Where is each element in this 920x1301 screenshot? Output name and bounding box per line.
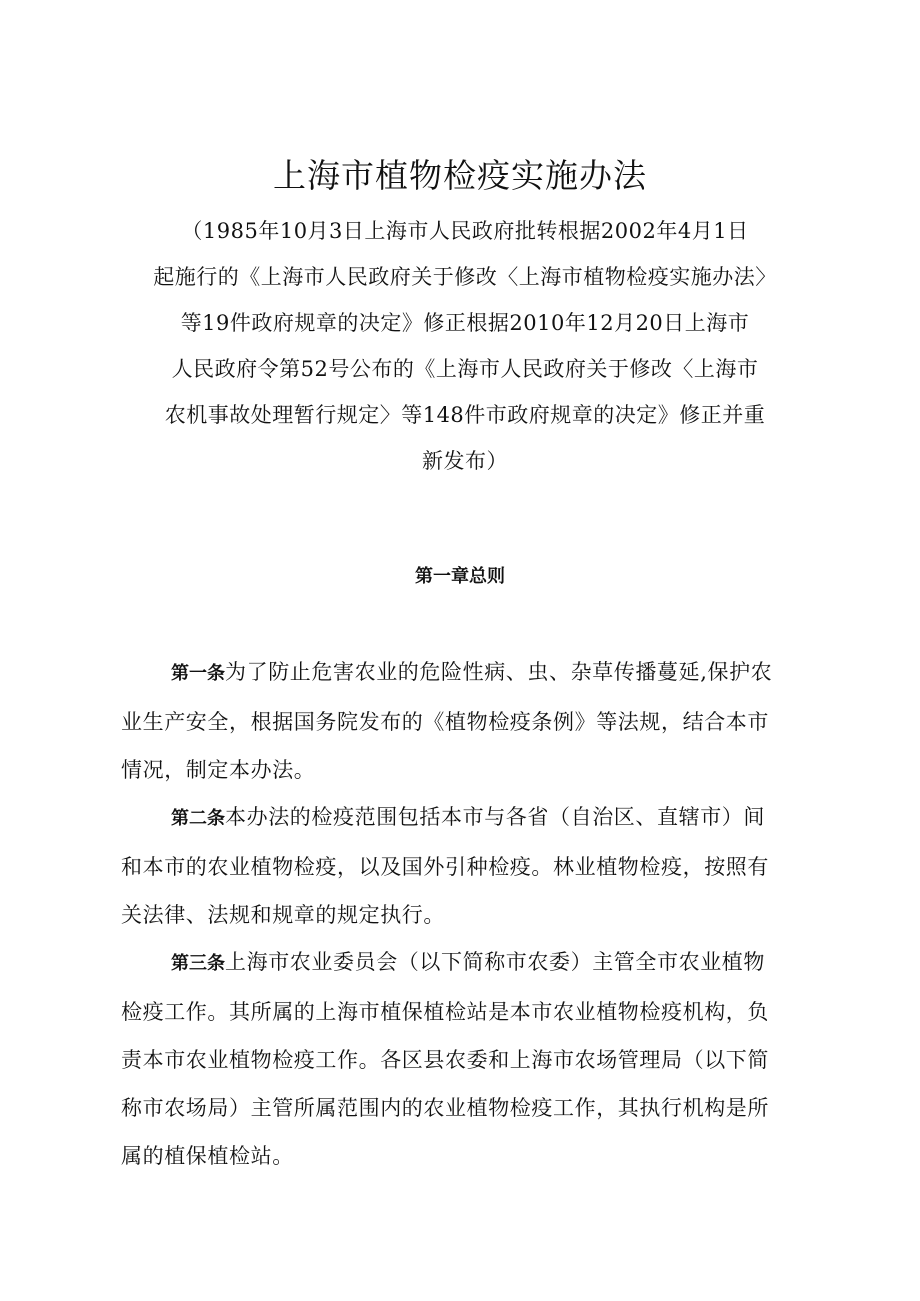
article-first-line xyxy=(121,938,811,988)
subtitle-line: 农机事故处理暂行规定〉等148件市政府规章的决定》修正并重 xyxy=(164,403,766,427)
article-line: 责本市农业植物检疫工作。各区县农委和上海市农场管理局（以下简 xyxy=(121,1048,769,1072)
subtitle-line: 新发布） xyxy=(422,449,508,473)
subtitle-line: 人民政府令第52号公布的《上海市人民政府关于修改〈上海市 xyxy=(171,357,759,381)
article-text: 上海市农业委员会（以下简称市农委）主管全市农业植物 xyxy=(225,950,765,974)
article-text: 本办法的检疫范围包括本市与各省（自治区、直辖市）间 xyxy=(225,805,765,829)
article-text: 为了防止危害农业的危险性病、虫、杂草传播蔓延,保护农 xyxy=(225,660,773,684)
article-3 xyxy=(121,938,811,1180)
article-line: 情况，制定本办法。 xyxy=(121,758,316,782)
article-line: 属的植保植检站。 xyxy=(121,1144,294,1168)
article-line: 和本市的农业植物检疫，以及国外引种检疫。林业植物检疫，按照有 xyxy=(121,855,769,879)
article-label: 第一条 xyxy=(171,663,225,684)
article-1 xyxy=(121,648,811,794)
subtitle-line: （1985年10月3日上海市人民政府批转根据2002年4月1日 xyxy=(181,219,749,243)
article-line: 关法律、法规和规章的规定执行。 xyxy=(121,903,445,927)
article-label: 第二条 xyxy=(171,808,225,829)
article-line: 业生产安全，根据国务院发布的《植物检疫条例》等法规，结合本市 xyxy=(121,710,769,734)
article-line: 检疫工作。其所属的上海市植保植检站是本市农业植物检疫机构，负 xyxy=(121,1000,769,1024)
document-title: 上海市植物检疫实施办法 xyxy=(273,156,647,195)
document-subtitle xyxy=(120,208,810,484)
article-line: 称市农场局）主管所属范围内的农业植物检疫工作，其执行机构是所 xyxy=(121,1096,769,1120)
article-2 xyxy=(121,793,811,939)
chapter-title: 第一章总则 xyxy=(415,566,505,587)
subtitle-line: 等19件政府规章的决定》修正根据2010年12月20日上海市 xyxy=(180,311,750,335)
subtitle-line: 起施行的《上海市人民政府关于修改〈上海市植物检疫实施办法〉 xyxy=(153,265,777,289)
article-first-line xyxy=(121,648,811,698)
article-first-line xyxy=(121,793,811,843)
article-label: 第三条 xyxy=(171,953,225,974)
